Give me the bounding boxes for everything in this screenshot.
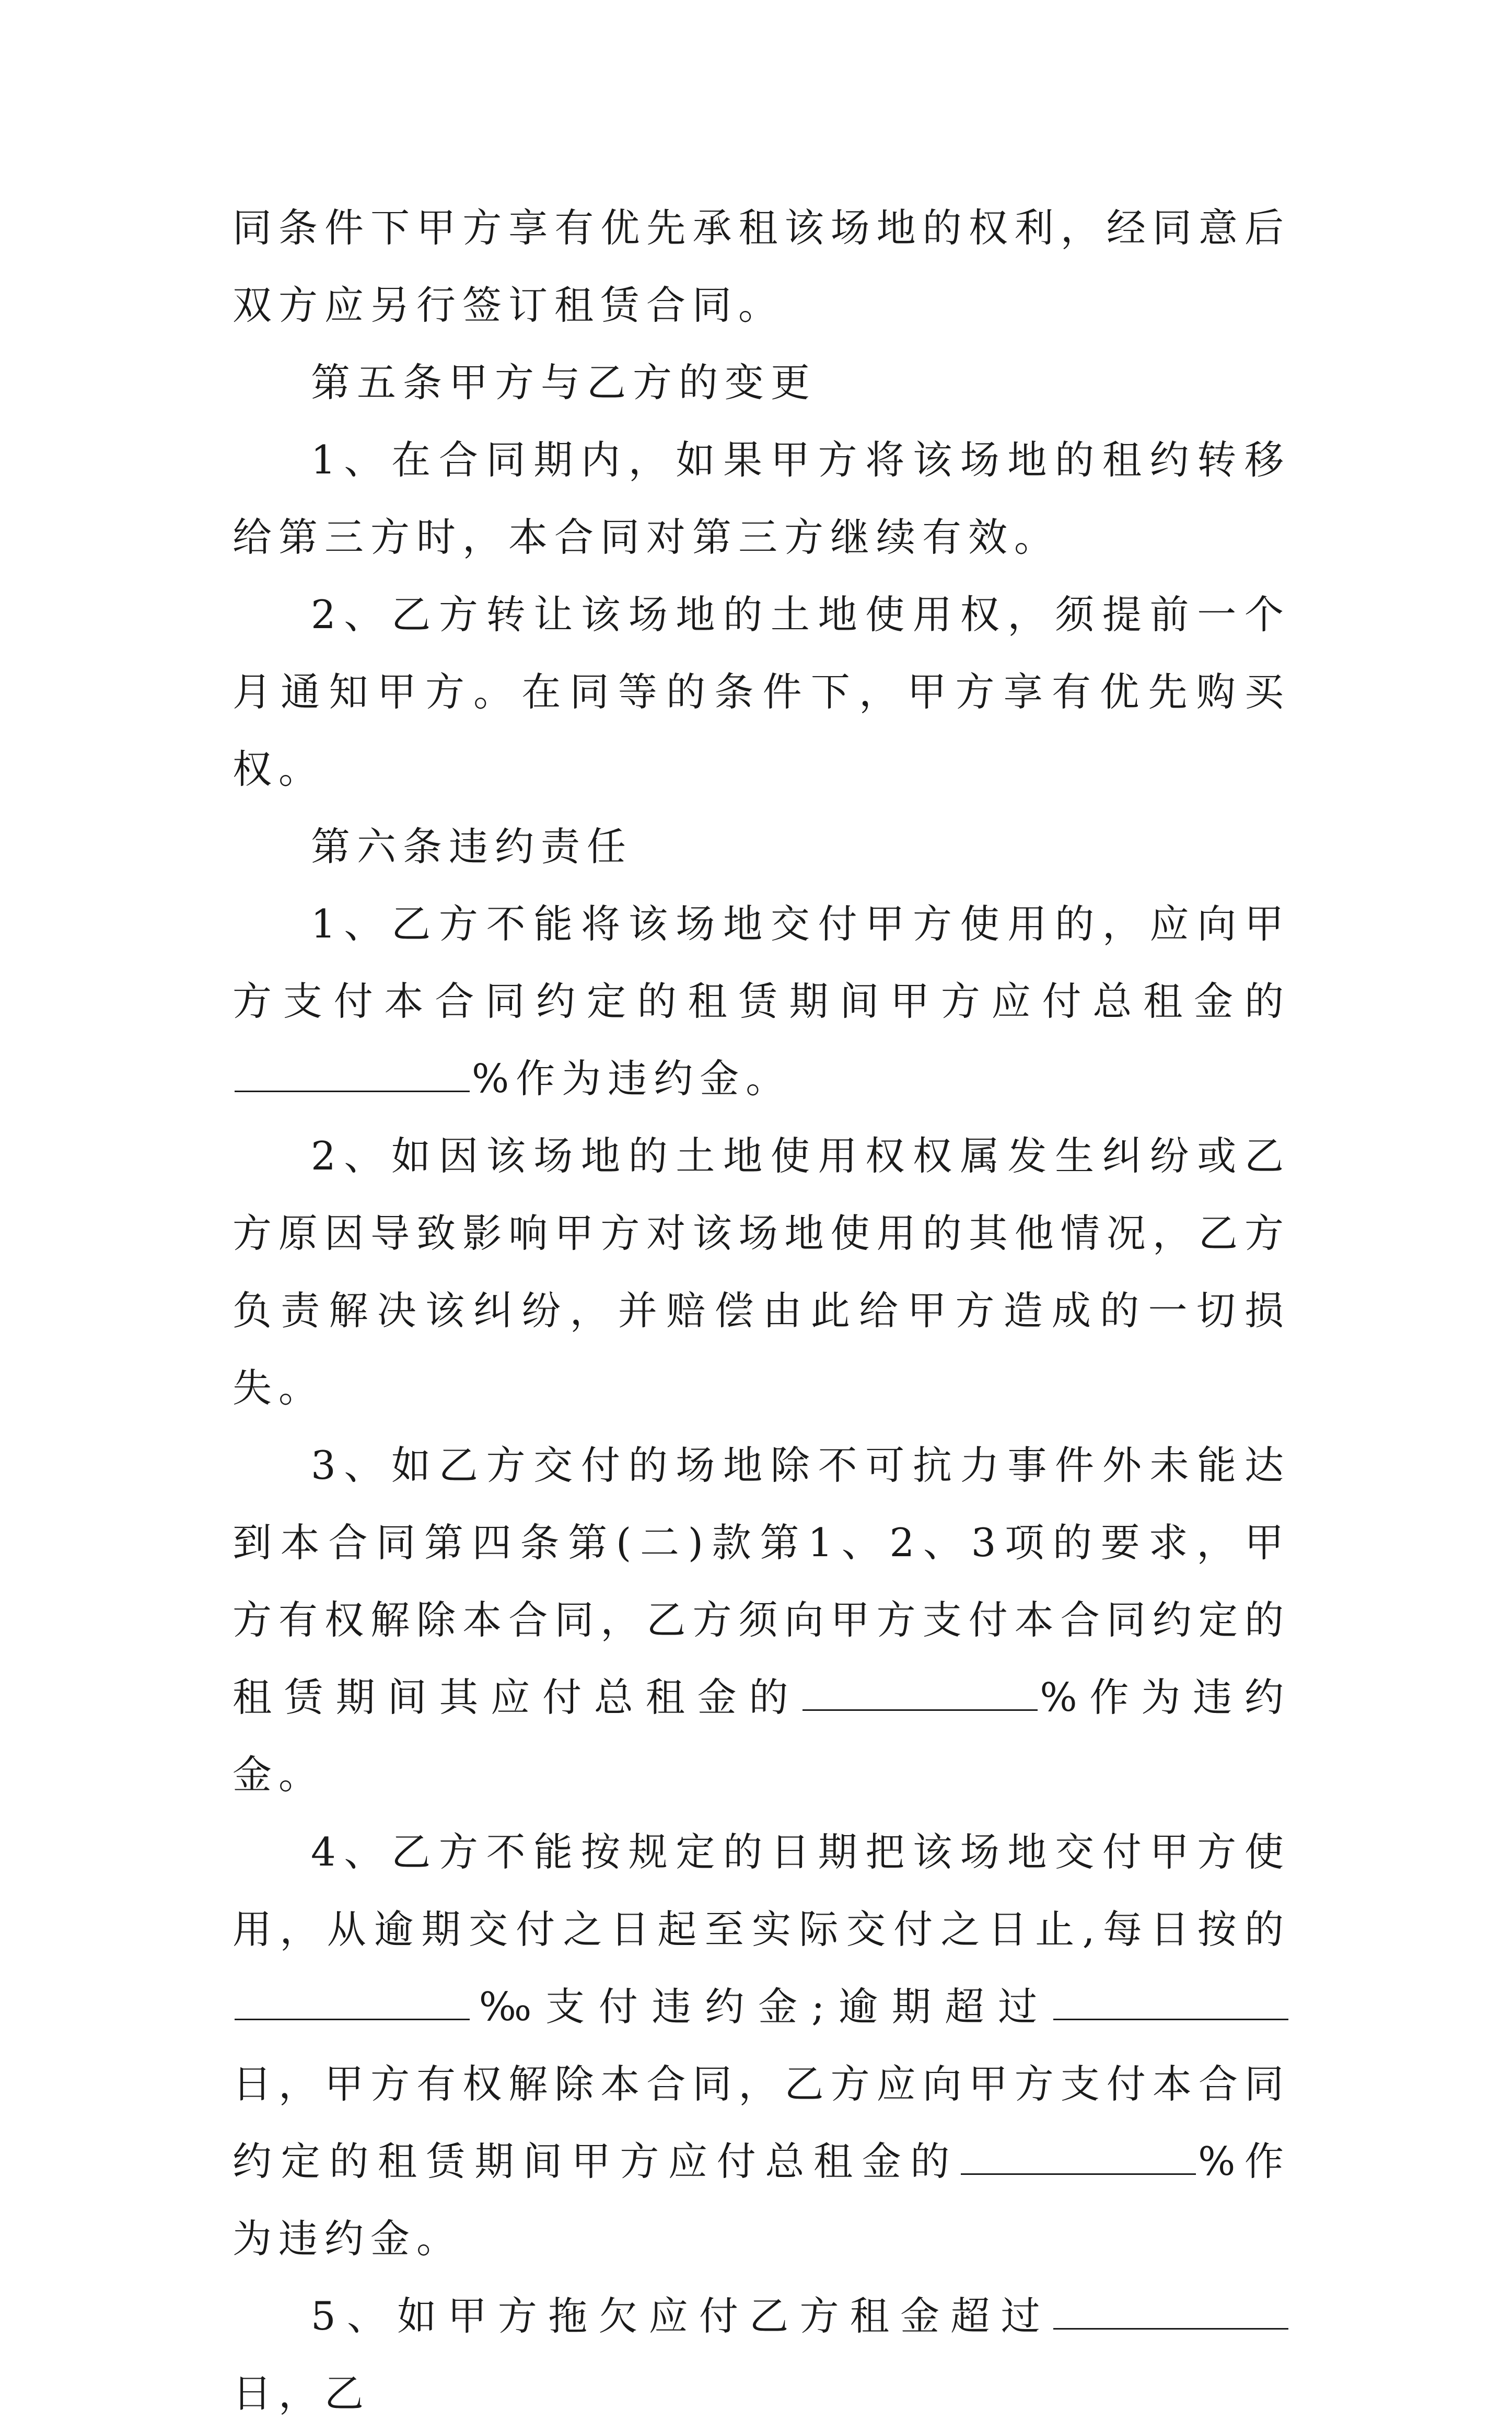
paragraph-p3	[232, 421, 1290, 576]
fill-in-blank[interactable]	[802, 1678, 1038, 1711]
paragraph-text: 日，乙	[232, 2370, 371, 2416]
document-body	[232, 189, 1290, 2432]
fill-in-blank[interactable]	[235, 1987, 470, 2020]
paragraph-text: 2、乙方转让该场地的土地使用权，须提前一个月通知甲方。在同等的条件下，甲方享有优先购买权。	[232, 592, 1290, 792]
paragraph-p9	[232, 1813, 1290, 2277]
paragraph-p5	[232, 808, 1290, 885]
paragraph-p6	[232, 885, 1290, 1117]
paragraph-p8	[232, 1427, 1290, 1813]
paragraph-text: %作为违约金。	[232, 1674, 1290, 1798]
paragraph-p1	[232, 189, 1290, 344]
paragraph-text: %作为违约金。	[232, 2138, 1290, 2262]
paragraph-p7	[232, 1117, 1290, 1427]
paragraph-text: 1、乙方不能将该场地交付甲方使用的，应向甲方支付本合同约定的租赁期间甲方应付总租金的	[232, 901, 1290, 1024]
paragraph-text: ‰支付违约金;逾期超过	[472, 1984, 1051, 2030]
paragraph-p10	[232, 2277, 1290, 2432]
fill-in-blank[interactable]	[235, 1059, 470, 1092]
paragraph-text: 同条件下甲方享有优先承租该场地的权利，经同意后双方应另行签订租赁合同。	[232, 205, 1290, 328]
fill-in-blank[interactable]	[1053, 2297, 1288, 2330]
fill-in-blank[interactable]	[1053, 1987, 1288, 2020]
fill-in-blank[interactable]	[961, 2142, 1196, 2175]
paragraph-text: %作为违约金。	[472, 1056, 792, 1102]
paragraph-p4	[232, 576, 1290, 808]
paragraph-text: 5、如甲方拖欠应付乙方租金超过	[311, 2293, 1051, 2339]
paragraph-text: 1、在合同期内，如果甲方将该场地的租约转移给第三方时，本合同对第三方继续有效。	[232, 437, 1290, 560]
paragraph-p2	[232, 344, 1290, 421]
paragraph-text: 第六条违约责任	[311, 824, 633, 870]
paragraph-text: 日，甲方有权解除本合同，乙方应向甲方支付本合同约定的租赁期间甲方应付总租金的	[232, 2061, 1290, 2184]
paragraph-text: 2、如因该场地的土地使用权权属发生纠纷或乙方原因导致影响甲方对该场地使用的其他情况，乙方负责解决该纠纷，并赔偿由此给甲方造成的一切损失。	[232, 1133, 1290, 1411]
paragraph-text: 3、如乙方交付的场地除不可抗力事件外未能达到本合同第四条第(二)款第1、2、3项的要求，甲方有权解除本合同，乙方须向甲方支付本合同约定的租赁期间其应付总租金的	[232, 1442, 1290, 1720]
paragraph-text: 第五条甲方与乙方的变更	[311, 360, 817, 406]
paragraph-text: 4、乙方不能按规定的日期把该场地交付甲方使用，从逾期交付之日起至实际交付之日止,每日按的	[232, 1829, 1290, 1952]
